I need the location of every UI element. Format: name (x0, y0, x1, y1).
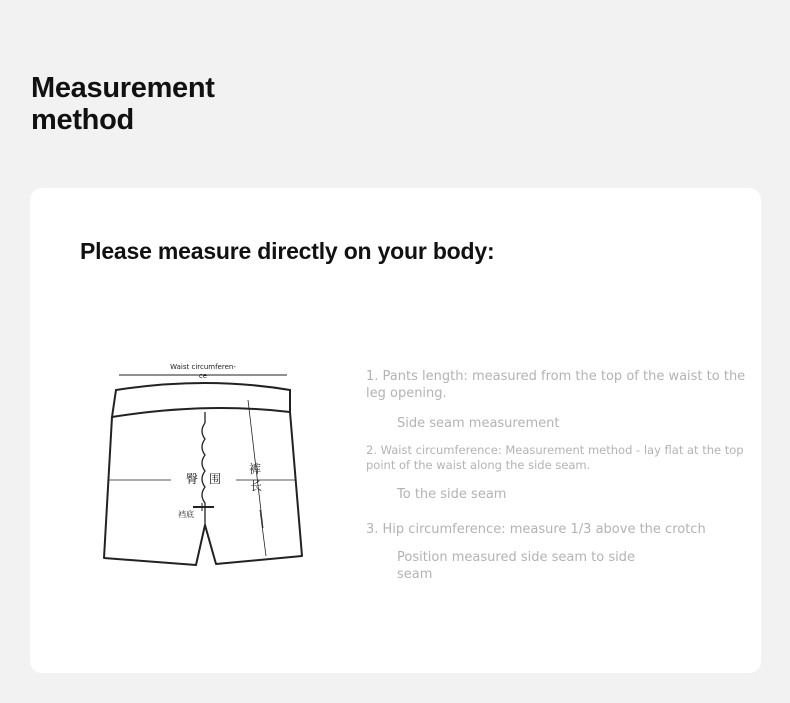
crotch-label: 裆底 (178, 510, 194, 519)
instruction-item-1-sub: Side seam measurement (397, 416, 560, 431)
measurement-card (30, 188, 761, 673)
card-heading: Please measure directly on your body: (80, 238, 495, 264)
waist-label-continued: ce (198, 372, 208, 380)
length-label-part2: 长 (249, 479, 263, 493)
hip-label-part2: 围 (208, 472, 222, 486)
hip-label-part1: 臀 (185, 472, 199, 486)
length-measure-line-lower (260, 510, 266, 556)
instruction-item-3-sub: Position measured side seam to side seam (397, 550, 635, 582)
waistband (112, 383, 290, 417)
instruction-item-1: 1. Pants length: measured from the top of the waist to the leg opening. (366, 369, 746, 401)
shorts-diagram (98, 360, 308, 570)
instruction-item-2: 2. Waist circumference: Measurement method - lay flat at the top point of the waist along the side seam. (366, 443, 744, 472)
page-title: Measurement method (31, 72, 215, 136)
length-label-part1: 裤 (248, 462, 262, 476)
waist-label: Waist circumferen- (170, 363, 236, 371)
instruction-item-3: 3. Hip circumference: measure 1/3 above the crotch (366, 522, 706, 537)
instruction-item-2-sub: To the side seam (397, 487, 507, 502)
